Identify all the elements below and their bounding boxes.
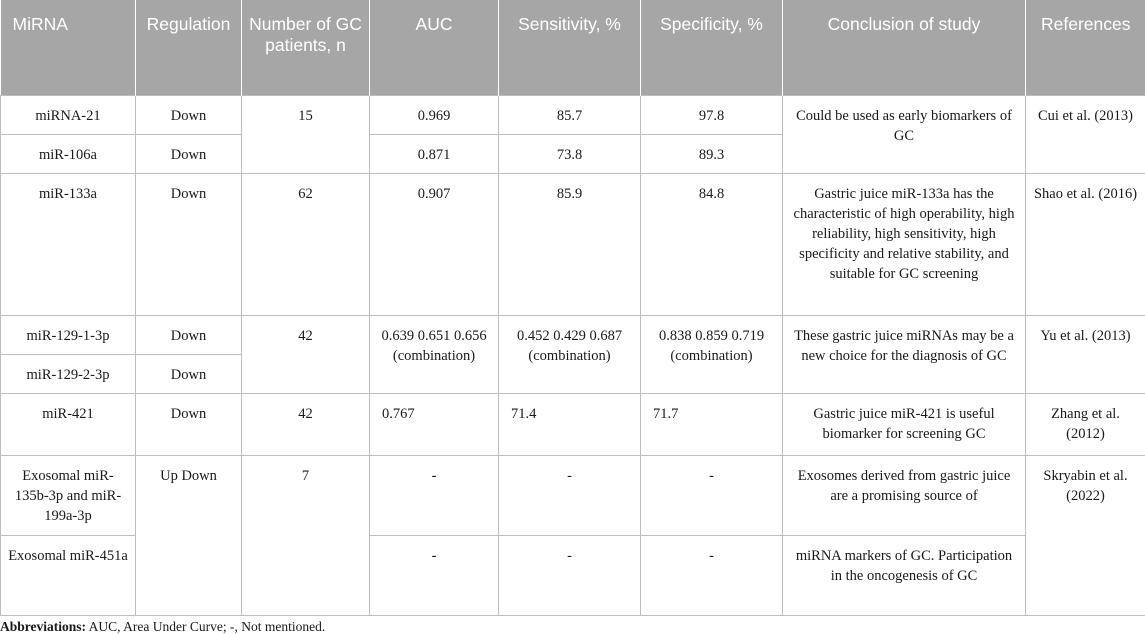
cell-specificity: 84.8 xyxy=(641,173,783,315)
table-row xyxy=(1,393,1145,455)
cell-regulation: Down xyxy=(136,315,242,354)
cell-regulation: Down xyxy=(136,393,242,455)
cell-conclusion: Exosomes derived from gastric juice are a promising source of xyxy=(783,455,1026,535)
cell-specificity: 97.8 xyxy=(641,95,783,134)
header-sensitivity: Sensitivity, % xyxy=(499,0,641,95)
cell-regulation: Down xyxy=(136,354,242,393)
cell-patients: 15 xyxy=(242,95,370,173)
cell-specificity: 89.3 xyxy=(641,134,783,173)
header-conclusion: Conclusion of study xyxy=(783,0,1026,95)
cell-regulation: Down xyxy=(136,173,242,315)
cell-sensitivity: 0.452 0.429 0.687 (combination) xyxy=(499,315,641,393)
cell-sensitivity: 85.7 xyxy=(499,95,641,134)
cell-sensitivity: 85.9 xyxy=(499,173,641,315)
cell-mirna: miR-129-1-3p xyxy=(1,315,136,354)
cell-patients: 7 xyxy=(242,455,370,615)
footnote-text: AUC, Area Under Curve; -, Not mentioned. xyxy=(86,619,326,634)
cell-auc: 0.907 xyxy=(370,173,499,315)
cell-sensitivity: - xyxy=(499,535,641,615)
header-mirna: MiRNA xyxy=(1,0,136,95)
cell-patients: 42 xyxy=(242,315,370,393)
cell-specificity: 71.7 xyxy=(641,393,783,455)
cell-reference: Cui et al. (2013) xyxy=(1026,95,1145,173)
header-auc: AUC xyxy=(370,0,499,95)
header-row xyxy=(1,0,1145,95)
table-row xyxy=(1,173,1145,315)
cell-reference: Zhang et al. (2012) xyxy=(1026,393,1145,455)
cell-patients: 42 xyxy=(242,393,370,455)
cell-conclusion: Gastric juice miR-133a has the characteristic of high operability, high reliability, high sensitivity, high specificity and relative stability, and suitable for GC screening xyxy=(783,173,1026,315)
cell-conclusion: miRNA markers of GC. Participation in the oncogenesis of GC xyxy=(783,535,1026,615)
header-regulation: Regulation xyxy=(136,0,242,95)
cell-sensitivity: 71.4 xyxy=(499,393,641,455)
cell-regulation: Up Down xyxy=(136,455,242,615)
cell-reference: Shao et al. (2016) xyxy=(1026,173,1145,315)
cell-reference: Yu et al. (2013) xyxy=(1026,315,1145,393)
cell-mirna: miR-129-2-3p xyxy=(1,354,136,393)
cell-sensitivity: - xyxy=(499,455,641,535)
cell-regulation: Down xyxy=(136,134,242,173)
cell-conclusion: Gastric juice miR-421 is useful biomarker for screening GC xyxy=(783,393,1026,455)
table-row xyxy=(1,315,1145,354)
table-footnote xyxy=(0,619,325,634)
cell-specificity: - xyxy=(641,455,783,535)
cell-auc: - xyxy=(370,455,499,535)
cell-conclusion: These gastric juice miRNAs may be a new choice for the diagnosis of GC xyxy=(783,315,1026,393)
cell-mirna: miR-133a xyxy=(1,173,136,315)
cell-auc: 0.639 0.651 0.656 (combination) xyxy=(370,315,499,393)
header-patients: Number of GC patients, n xyxy=(242,0,370,95)
table-row xyxy=(1,455,1145,535)
cell-auc: - xyxy=(370,535,499,615)
cell-auc: 0.969 xyxy=(370,95,499,134)
table-row xyxy=(1,95,1145,134)
cell-mirna: miRNA-21 xyxy=(1,95,136,134)
cell-reference: Skryabin et al. (2022) xyxy=(1026,455,1145,615)
cell-auc: 0.871 xyxy=(370,134,499,173)
cell-regulation: Down xyxy=(136,95,242,134)
header-specificity: Specificity, % xyxy=(641,0,783,95)
cell-auc: 0.767 xyxy=(370,393,499,455)
cell-specificity: - xyxy=(641,535,783,615)
header-references: References xyxy=(1026,0,1145,95)
cell-mirna: Exosomal miR-451a xyxy=(1,535,136,615)
cell-mirna: Exosomal miR-135b-3p and miR-199a-3p xyxy=(1,455,136,535)
cell-patients: 62 xyxy=(242,173,370,315)
footnote-label: Abbreviations: xyxy=(0,619,87,634)
cell-sensitivity: 73.8 xyxy=(499,134,641,173)
cell-mirna: miR-421 xyxy=(1,393,136,455)
cell-specificity: 0.838 0.859 0.719 (combination) xyxy=(641,315,783,393)
cell-mirna: miR-106a xyxy=(1,134,136,173)
cell-conclusion: Could be used as early biomarkers of GC xyxy=(783,95,1026,173)
